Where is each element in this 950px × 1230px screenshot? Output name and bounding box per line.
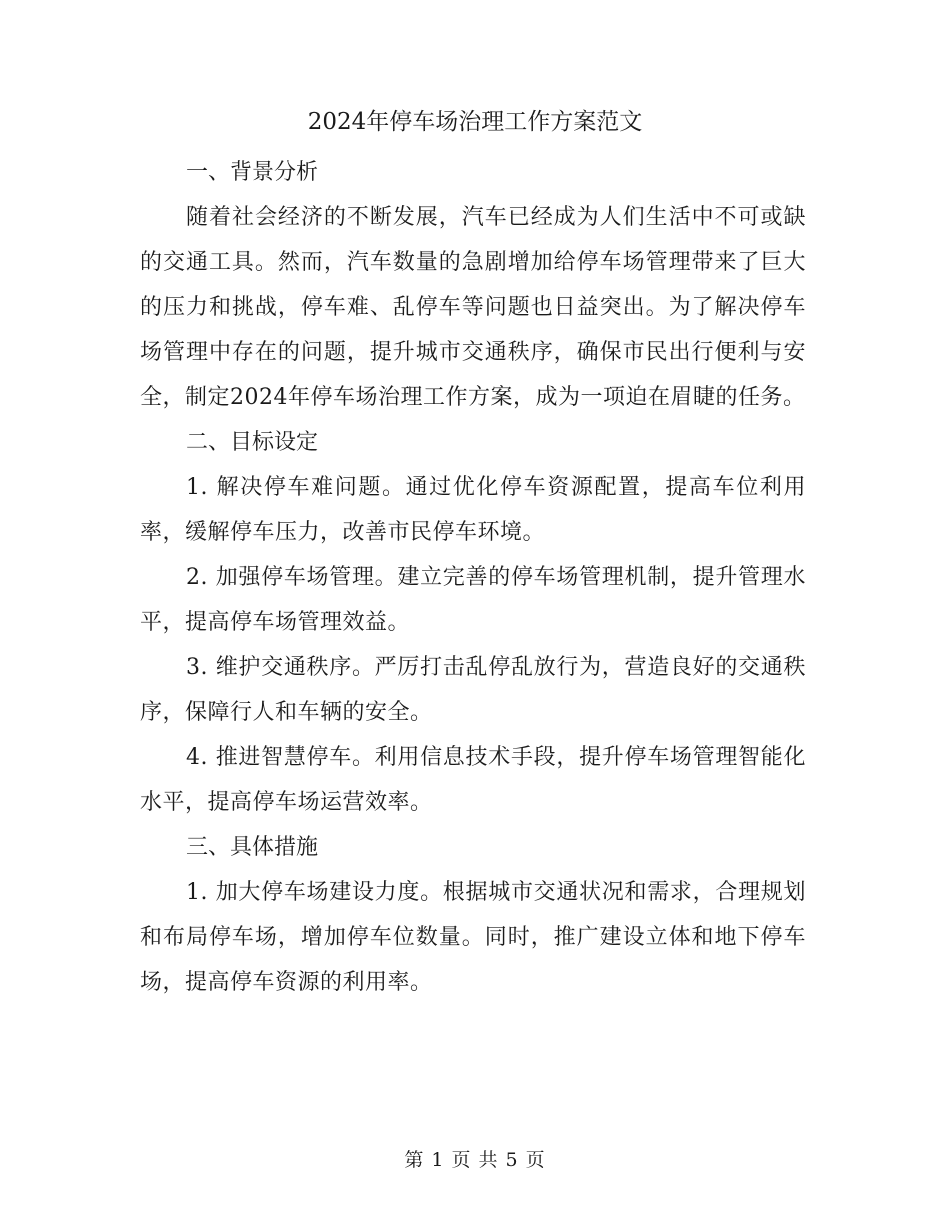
paragraph-background: 随着社会经济的不断发展，汽车已经成为人们生活中不可或缺的交通工具。然而，汽车数量的急剧增加给停车场管理带来了巨大的压力和挑战，停车难、乱停车等问题也日益突出。为了解决停车场管理中存在的问题，提升城市交通秩序，确保市民出行便利与安全，制定2024年停车场治理工作方案，成为一项迫在眉睫的任务。 xyxy=(140,205,806,410)
paragraph-goal-4: 4. 推进智慧停车。利用信息技术手段，提升停车场管理智能化水平，提高停车场运营效率。 xyxy=(140,745,806,815)
paragraph-goal-3: 3. 维护交通秩序。严厉打击乱停乱放行为，营造良好的交通秩序，保障行人和车辆的安全。 xyxy=(140,655,806,725)
page-footer: 第 1 页 共 5 页 xyxy=(404,1149,546,1171)
document-body xyxy=(140,150,806,1005)
paragraph-goal-2: 2. 加强停车场管理。建立完善的停车场管理机制，提升管理水平，提高停车场管理效益。 xyxy=(140,565,806,635)
section-heading-background: 一、背景分析 xyxy=(186,160,319,185)
document-title: 2024年停车场治理工作方案范文 xyxy=(307,109,643,135)
paragraph-goal-1: 1. 解决停车难问题。通过优化停车资源配置，提高车位利用率，缓解停车压力，改善市民停车环境。 xyxy=(140,475,806,545)
paragraph-measure-1: 1. 加大停车场建设力度。根据城市交通状况和需求，合理规划和布局停车场，增加停车位数量。同时，推广建设立体和地下停车场，提高停车资源的利用率。 xyxy=(140,880,806,995)
section-heading-measures: 三、具体措施 xyxy=(186,835,319,860)
section-heading-goals: 二、目标设定 xyxy=(186,430,319,455)
